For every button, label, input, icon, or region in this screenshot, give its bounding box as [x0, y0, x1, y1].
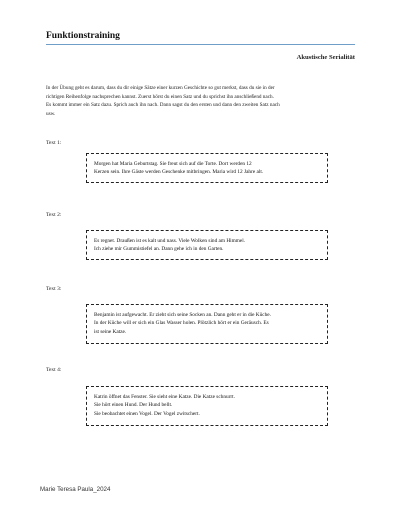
text-1-line: Morgen hat Maria Geburtstag. Sie freut sich auf die Torte. Dort werden 12: [94, 161, 252, 167]
intro-line: richtigen Reihenfolge nachsprechen kannst. Zuerst hörst du einen Satz und du sprichst ihn anschließend nach.: [46, 93, 274, 100]
text-4-line: Katrin öffnet das Fenster. Sie sieht eine Katze. Die Katze schnurrt.: [94, 394, 235, 400]
intro-line: In der Übung geht es darum, dass du dir einige Sätze einer kurzen Geschichte so gut merkst, dass du sie in der: [46, 85, 275, 91]
text-4-line: Sie hört einen Hund. Der Hund bellt.: [94, 402, 173, 409]
text-2-label: Text 2:: [46, 212, 62, 218]
intro-paragraph: [46, 84, 366, 118]
title-divider: [46, 44, 355, 45]
text-4-label: Text 4:: [46, 367, 62, 373]
text-1-line: Kerzen sein. Ihre Gäste werden Geschenke mitbringen. Maria wird 12 Jahre alt.: [94, 169, 264, 176]
intro-line: usw.: [46, 110, 56, 117]
page-title: Funktionstraining: [46, 31, 120, 41]
text-3-line: ist seine Katze.: [94, 328, 127, 335]
text-3-label: Text 3:: [46, 286, 62, 292]
text-2-line: Ich ziehe mir Gummistiefel an. Dann gehe ich in den Garten.: [94, 246, 224, 253]
footer-author: Marie Teresa Paula_2024: [40, 486, 111, 493]
text-3-box: [86, 304, 328, 344]
text-4-line: Sie beobachtet einen Vogel. Der Vogel zwitschert.: [94, 410, 200, 417]
text-4-box: [86, 386, 328, 426]
text-2-line: Es regnet. Draußen ist es kalt und nass. Viele Wolken sind am Himmel.: [94, 238, 246, 244]
text-1-label: Text 1:: [46, 140, 62, 146]
text-2-box: [86, 230, 328, 260]
page-subtitle: Akustische Serialität: [296, 54, 355, 61]
text-1-box: [86, 153, 328, 183]
intro-line: Es kommt immer ein Satz dazu. Sprich auch ihn nach. Dann sagst du den ersten und dann den zweiten Satz nach: [46, 102, 280, 109]
text-3-line: In der Küche will er sich ein Glas Wasser holen. Plötzlich hört er ein Geräusch. Es: [94, 320, 269, 327]
text-3-line: Benjamin ist aufgewacht. Er zieht sich seine Socken an. Dann geht er in die Küche.: [94, 312, 271, 318]
